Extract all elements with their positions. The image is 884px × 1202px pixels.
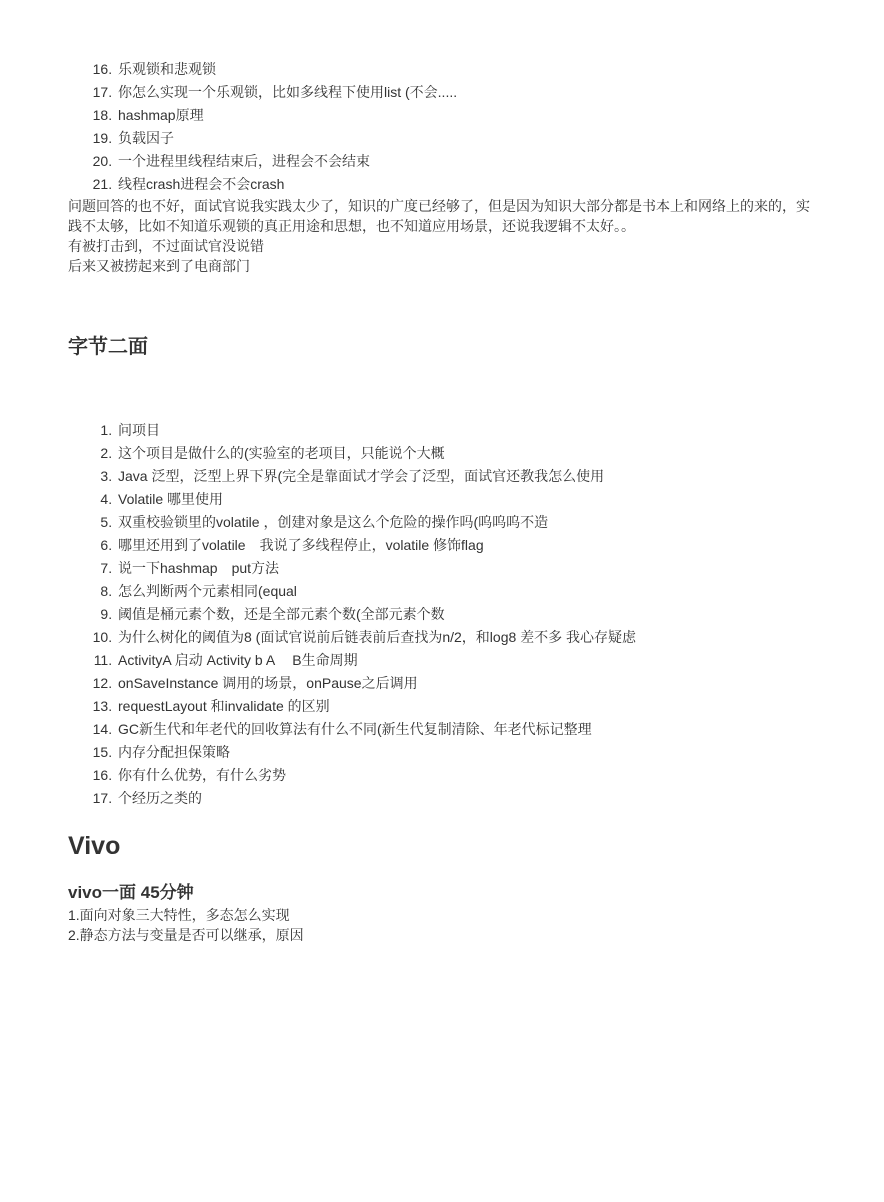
question-list-item: 6. 哪里还用到了volatile 我说了多线程停止，volatile 修饰flag: [116, 534, 822, 557]
question-list-item: 8. 怎么判断两个元素相同(equal: [116, 580, 822, 603]
top-question-list: [68, 58, 822, 196]
question-list-item: 2. 这个项目是做什么的(实验室的老项目，只能说个大概: [116, 442, 822, 465]
vivo-question-line: 1.面向对象三大特性，多态怎么实现: [68, 907, 290, 923]
vivo-question-line: 2.静态方法与变量是否可以继承，原因: [68, 927, 304, 943]
question-list-item: 10. 为什么树化的阈值为8 (面试官说前后链表前后查找为n/2，和log8 差不多 我心存疑虑: [116, 626, 822, 649]
question-list-item: 1. 问项目: [116, 419, 822, 442]
vivo-section-heading: Vivo: [68, 832, 121, 860]
question-list-item: 5. 双重校验锁里的volatile ，创建对象是这么个危险的操作吗(呜呜呜不造: [116, 511, 822, 534]
summary-paragraph-reaction: 有被打击到，不过面试官没说错: [68, 238, 264, 254]
document-page: [0, 58, 884, 1202]
question-list-item: 9. 阈值是桶元素个数，还是全部元素个数(全部元素个数: [116, 603, 822, 626]
vivo-round1-subheading: vivo一面 45分钟: [68, 883, 194, 902]
bytedance-question-list: [68, 419, 822, 810]
question-list-item: 13. requestLayout 和invalidate 的区别: [116, 695, 822, 718]
question-list-item: 17. 个经历之类的: [116, 787, 822, 810]
question-list-item: 17. 你怎么实现一个乐观锁，比如多线程下使用list (不会.....: [116, 81, 822, 104]
question-list-item: 12. onSaveInstance 调用的场景，onPause之后调用: [116, 672, 822, 695]
question-list-item: 18. hashmap原理: [116, 104, 822, 127]
summary-paragraph-feedback: 问题回答的也不好，面试官说我实践太少了，知识的广度已经够了，但是因为知识大部分都是书本上和网络上的来的，实践不太够，比如不知道乐观锁的真正用途和思想，也不知道应用场景，还说我逻辑不太好。。: [68, 198, 810, 234]
question-list-item: 7. 说一下hashmap put方法: [116, 557, 822, 580]
question-list-item: 21. 线程crash进程会不会crash: [116, 173, 822, 196]
question-list-item: 19. 负载因子: [116, 127, 822, 150]
question-list-item: 3. Java 泛型，泛型上界下界(完全是靠面试才学会了泛型，面试官还教我怎么使用: [116, 465, 822, 488]
question-list-item: 14. GC新生代和年老代的回收算法有什么不同(新生代复制清除、年老代标记整理: [116, 718, 822, 741]
question-list-item: 11. ActivityA 启动 Activity b A B生命周期: [116, 649, 822, 672]
bytedance-round2-heading: 字节二面: [68, 336, 148, 358]
question-list-item: 20. 一个进程里线程结束后，进程会不会结束: [116, 150, 822, 173]
summary-paragraph-outcome: 后来又被捞起来到了电商部门: [68, 258, 250, 274]
question-list-item: 15. 内存分配担保策略: [116, 741, 822, 764]
question-list-item: 4. Volatile 哪里使用: [116, 488, 822, 511]
question-list-item: 16. 乐观锁和悲观锁: [116, 58, 822, 81]
question-list-item: 16. 你有什么优势，有什么劣势: [116, 764, 822, 787]
